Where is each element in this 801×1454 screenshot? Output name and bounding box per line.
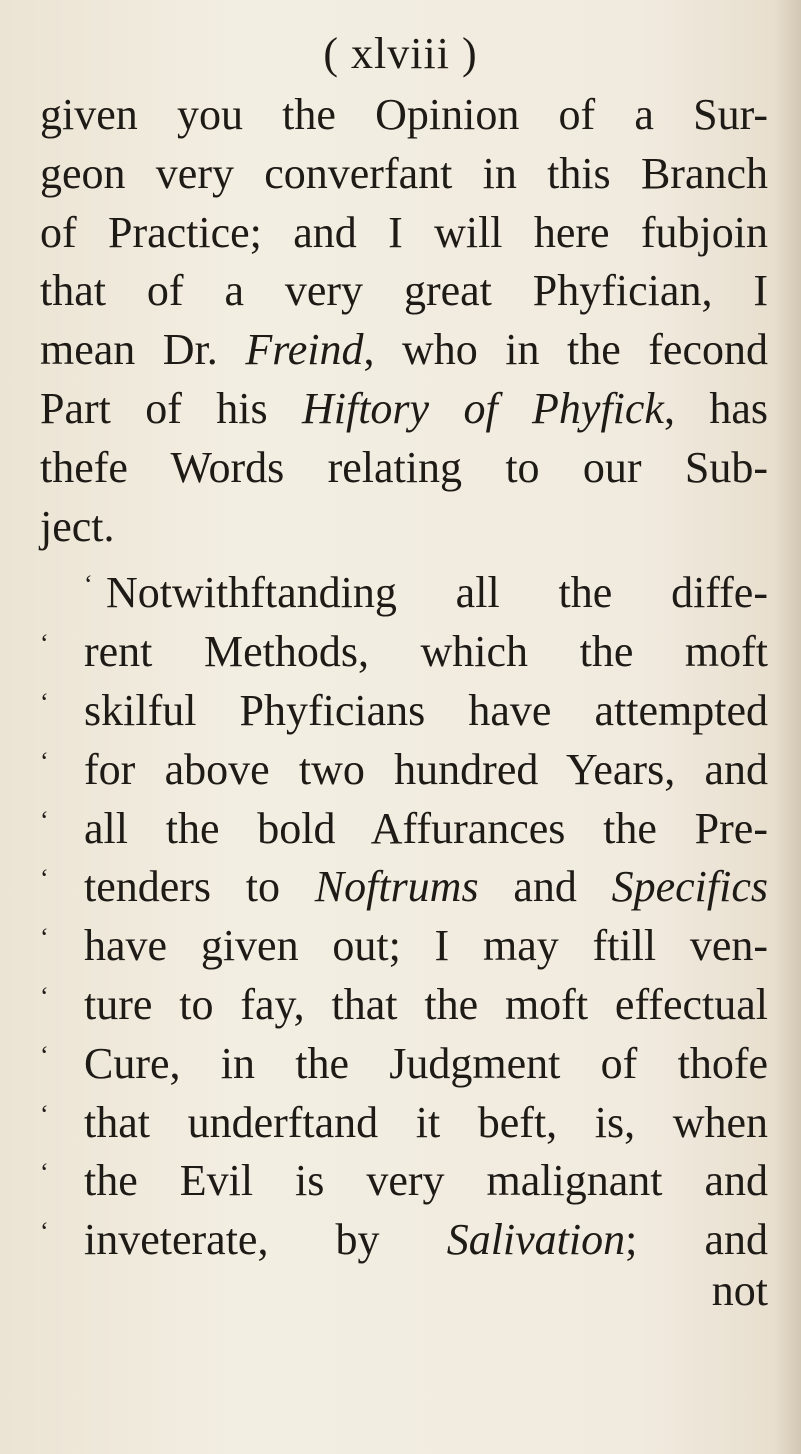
text-line: given you the Opinion of a Sur- [40,90,768,139]
quote-mark: ‘ [40,805,49,835]
text-line [40,321,768,380]
text-segment: Part of his [40,383,302,433]
quote-line [40,1027,768,1086]
italic-term: Noftrums [314,862,479,912]
quote-line [40,1144,768,1206]
quote-text: for above two hundred Years, and [84,744,768,794]
text-segment: and [478,862,612,912]
quote-line [40,792,768,851]
quote-line [40,674,768,733]
quote-text: all the bold Affurances the Pre- [84,803,768,853]
italic-term: Salivation [446,1215,626,1265]
text-line [40,380,768,439]
quote-mark: ‘ [40,746,49,776]
text-segment: ; and [625,1215,768,1265]
body-text [40,86,768,1321]
text-segment: mean Dr. [40,325,246,375]
catchword: not [711,1265,768,1315]
quote-mark: ‘ [40,1099,49,1129]
quote-text: rent Methods, which the moft [84,627,768,677]
quote-line [40,615,768,677]
quote-line [40,556,768,618]
text-segment: inveterate, by [84,1215,447,1265]
page-edge-shadow [775,0,801,1454]
quote-mark: ‘ [40,629,49,659]
quote-text: Cure, in the Judgment of thofe [84,1038,768,1088]
quote-text: skilful Phyficians have attempted [84,685,768,735]
quote-mark: ‘ [40,1040,49,1070]
quote-text: that underftand it beft, is, when [84,1097,768,1147]
italic-term: Specifics [611,862,768,912]
quote-mark: ‘ [40,687,49,717]
text-segment: , who in the fecond [363,325,768,375]
author-name: Freind [245,325,364,375]
quote-mark: ‘ [40,981,49,1011]
quote-line [40,1086,768,1145]
quote-text: have given out; I may ftill ven- [84,921,768,971]
text-line: of Practice; and I will here fubjoin [40,207,768,257]
quote-line [40,733,768,792]
quote-text: ture to fay, that the moft effectual [84,979,768,1029]
quote-line [40,1203,768,1265]
quote-text: Notwithftanding all the diffe- [106,568,768,618]
book-title: Hiftory of Phyfick [301,383,664,433]
quote-text: the Evil is very malignant and [84,1156,768,1206]
quote-mark: ‘ [40,923,49,953]
text-line: thefe Words relating to our Sub- [40,442,768,492]
quote-line [40,850,768,912]
quote-mark: ‘ [84,570,93,600]
quote-mark: ‘ [40,1158,49,1188]
quote-line [40,968,768,1027]
page-header: ( xlviii ) [323,29,478,78]
quote-line [40,909,768,971]
quote-mark: ‘ [40,1217,49,1247]
quote-text [84,1211,768,1270]
text-line: geon very converfant in this Branch [40,148,768,198]
quote-mark: ‘ [40,864,49,894]
text-segment: , has [663,383,768,433]
text-line: that of a very great Phyfician, I [40,266,768,316]
text-line: ject. [40,501,115,551]
text-segment: tenders to [84,862,315,912]
